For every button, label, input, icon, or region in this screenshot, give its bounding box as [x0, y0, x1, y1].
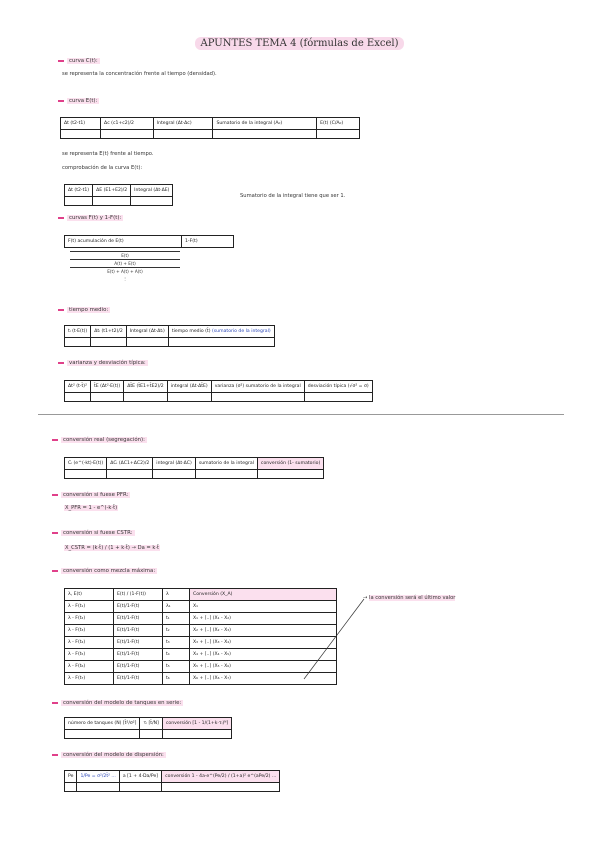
cell: F(t) acumulación de E(t): [65, 236, 182, 248]
table-row: λ - F(t₇) E(t)/1-F(t) t₆ X₆ + [..] (X₆ - X₇): [65, 673, 337, 685]
note-et-2: comprobación de la curva E(t):: [62, 165, 143, 171]
callout-arrow: [300, 595, 370, 685]
cell: Δtᵢ (t1+t2)/2: [91, 326, 127, 338]
cell: sumatorio de la integral: [195, 458, 257, 470]
cell: τᵢ [t̄/N]: [140, 718, 162, 730]
cell: Δt̄E (t̄E1+t̄E2)/2: [124, 381, 167, 393]
cell: E(t) / (1-F(t)): [114, 589, 163, 601]
ft-accumulation-stack: E(t) A(t) + E(t) E(t) + A(t) + A(t) ⋮: [70, 251, 180, 282]
section-heading-dispersion: conversión del modelo de dispersión:: [52, 752, 166, 758]
note-et-1: se representa E(t) frente al tiempo.: [62, 151, 154, 157]
table-tanques: [64, 717, 232, 739]
table-row: λ - F(t₂) E(t)/1-F(t) t₁ X₁ + [..] (X₁ - X₂): [65, 613, 337, 625]
table-mezcla-maxima: [64, 588, 337, 685]
callout-note: → la conversión será el último valor: [363, 595, 456, 601]
cell: número de tanques (N) [t̄²/σ²]: [65, 718, 140, 730]
section-heading-pfr: conversión si fuese PFR:: [52, 492, 130, 498]
cell: tiempo medio (t̄) (sumatorio de la integral): [168, 326, 274, 338]
table-dispersion: [64, 770, 280, 792]
section-heading-mezcla-maxima: conversión como mezcla máxima:: [52, 568, 157, 574]
cell: Sumatorio de la integral (A₀): [213, 118, 317, 130]
cell: integral (Δt·ΔC): [153, 458, 196, 470]
cell: ΔCᵢ (ΔC1+ΔC2)/2: [107, 458, 153, 470]
formula-pfr: X_PFR = 1 - e^(-k·t̄): [65, 505, 118, 511]
table-et-check: [64, 184, 173, 206]
cell: t̄E (Δt²·E(t)): [90, 381, 123, 393]
table-varianza: [64, 380, 373, 402]
page-title: APUNTES TEMA 4 (fórmulas de Excel): [0, 38, 599, 49]
section-heading-tmedio: tiempo medio:: [58, 307, 110, 313]
cell: 1-F(t): [182, 236, 234, 248]
table-row: λ - F(t₆) E(t)/1-F(t) t₅ X₅ + [..] (X₅ - X₆): [65, 661, 337, 673]
cell: E(t) (C/A₀): [317, 118, 360, 130]
cell: Δc (c1+c2)/2: [101, 118, 154, 130]
cell: Integral (Δt·ΔE): [131, 185, 173, 197]
cell: 1/Pe = σ²/2t̄² ...: [77, 771, 119, 783]
cell: Conversión (X_A): [190, 589, 337, 601]
cell: conversión [1 - 1/(1+k·τᵢ)ᴺ]: [162, 718, 231, 730]
table-row: λ - F(t₄) E(t)/1-F(t) t₃ X₃ + [..] (X₃ - X₄): [65, 637, 337, 649]
table-row: λ - F(t₁) E(t)/1-F(t) λ₁ X₁: [65, 601, 337, 613]
section-heading-conversion-real: conversión real (segregación):: [52, 437, 147, 443]
cell: Δt² (t-t̄)²: [65, 381, 91, 393]
cell: Integral (Δt·Δc): [153, 118, 213, 130]
cell: Cᵢ (e^(-kt)·E(t)): [65, 458, 107, 470]
cell: Δt (t2-t1): [61, 118, 101, 130]
page-divider: [38, 414, 564, 415]
table-tmedio: [64, 325, 275, 347]
cell: Integral (Δt·Δtᵢ): [126, 326, 168, 338]
cell: tᵢ (t·E(t)): [65, 326, 91, 338]
cell: λ: [163, 589, 190, 601]
section-heading-ft: curvas F(t) y 1-F(t):: [58, 215, 123, 221]
section-heading-ct: curva C(t):: [58, 58, 100, 64]
section-heading-et: curva E(t):: [58, 98, 99, 104]
cell: Pe: [65, 771, 77, 783]
formula-cstr: X_CSTR = (k·t̄) / (1 + k·t̄) → Da = k·t̄: [65, 545, 160, 551]
cell: ΔE (E1+E2)/2: [93, 185, 131, 197]
cell: desviación típica (√σ² = σ): [304, 381, 372, 393]
section-heading-varianza: varianza y desviación típica:: [58, 360, 148, 366]
cell: integral (Δt·Δt̄E): [167, 381, 211, 393]
section-heading-tanques: conversión del modelo de tanques en serie:: [52, 700, 183, 706]
cell: Δt (t2-t1): [65, 185, 93, 197]
cell: a [1 + 4·Da/Pe]: [119, 771, 161, 783]
section-heading-cstr: conversión si fuese CSTR:: [52, 530, 135, 536]
table-row: λ - F(t₅) E(t)/1-F(t) t₄ X₄ + [..] (X₄ - X₅): [65, 649, 337, 661]
note-ct: se representa la concentración frente al tiempo (densidad).: [62, 71, 217, 77]
cell: λ, E(t): [65, 589, 114, 601]
cell: conversión (1- sumatorio): [257, 458, 323, 470]
table-et: [60, 117, 360, 139]
table-conversion-real: [64, 457, 324, 479]
note-et-3: Sumatorio de la integral tiene que ser 1.: [240, 193, 346, 199]
cell: conversión 1 - 4a·e^(Pe/2) / (1+a)² e^(aPe/2) ...: [162, 771, 280, 783]
table-ft: [64, 235, 234, 248]
cell: varianza (σ²) sumatorio de la integral: [211, 381, 304, 393]
table-row: λ - F(t₃) E(t)/1-F(t) t₂ X₂ + [..] (X₂ - X₃): [65, 625, 337, 637]
